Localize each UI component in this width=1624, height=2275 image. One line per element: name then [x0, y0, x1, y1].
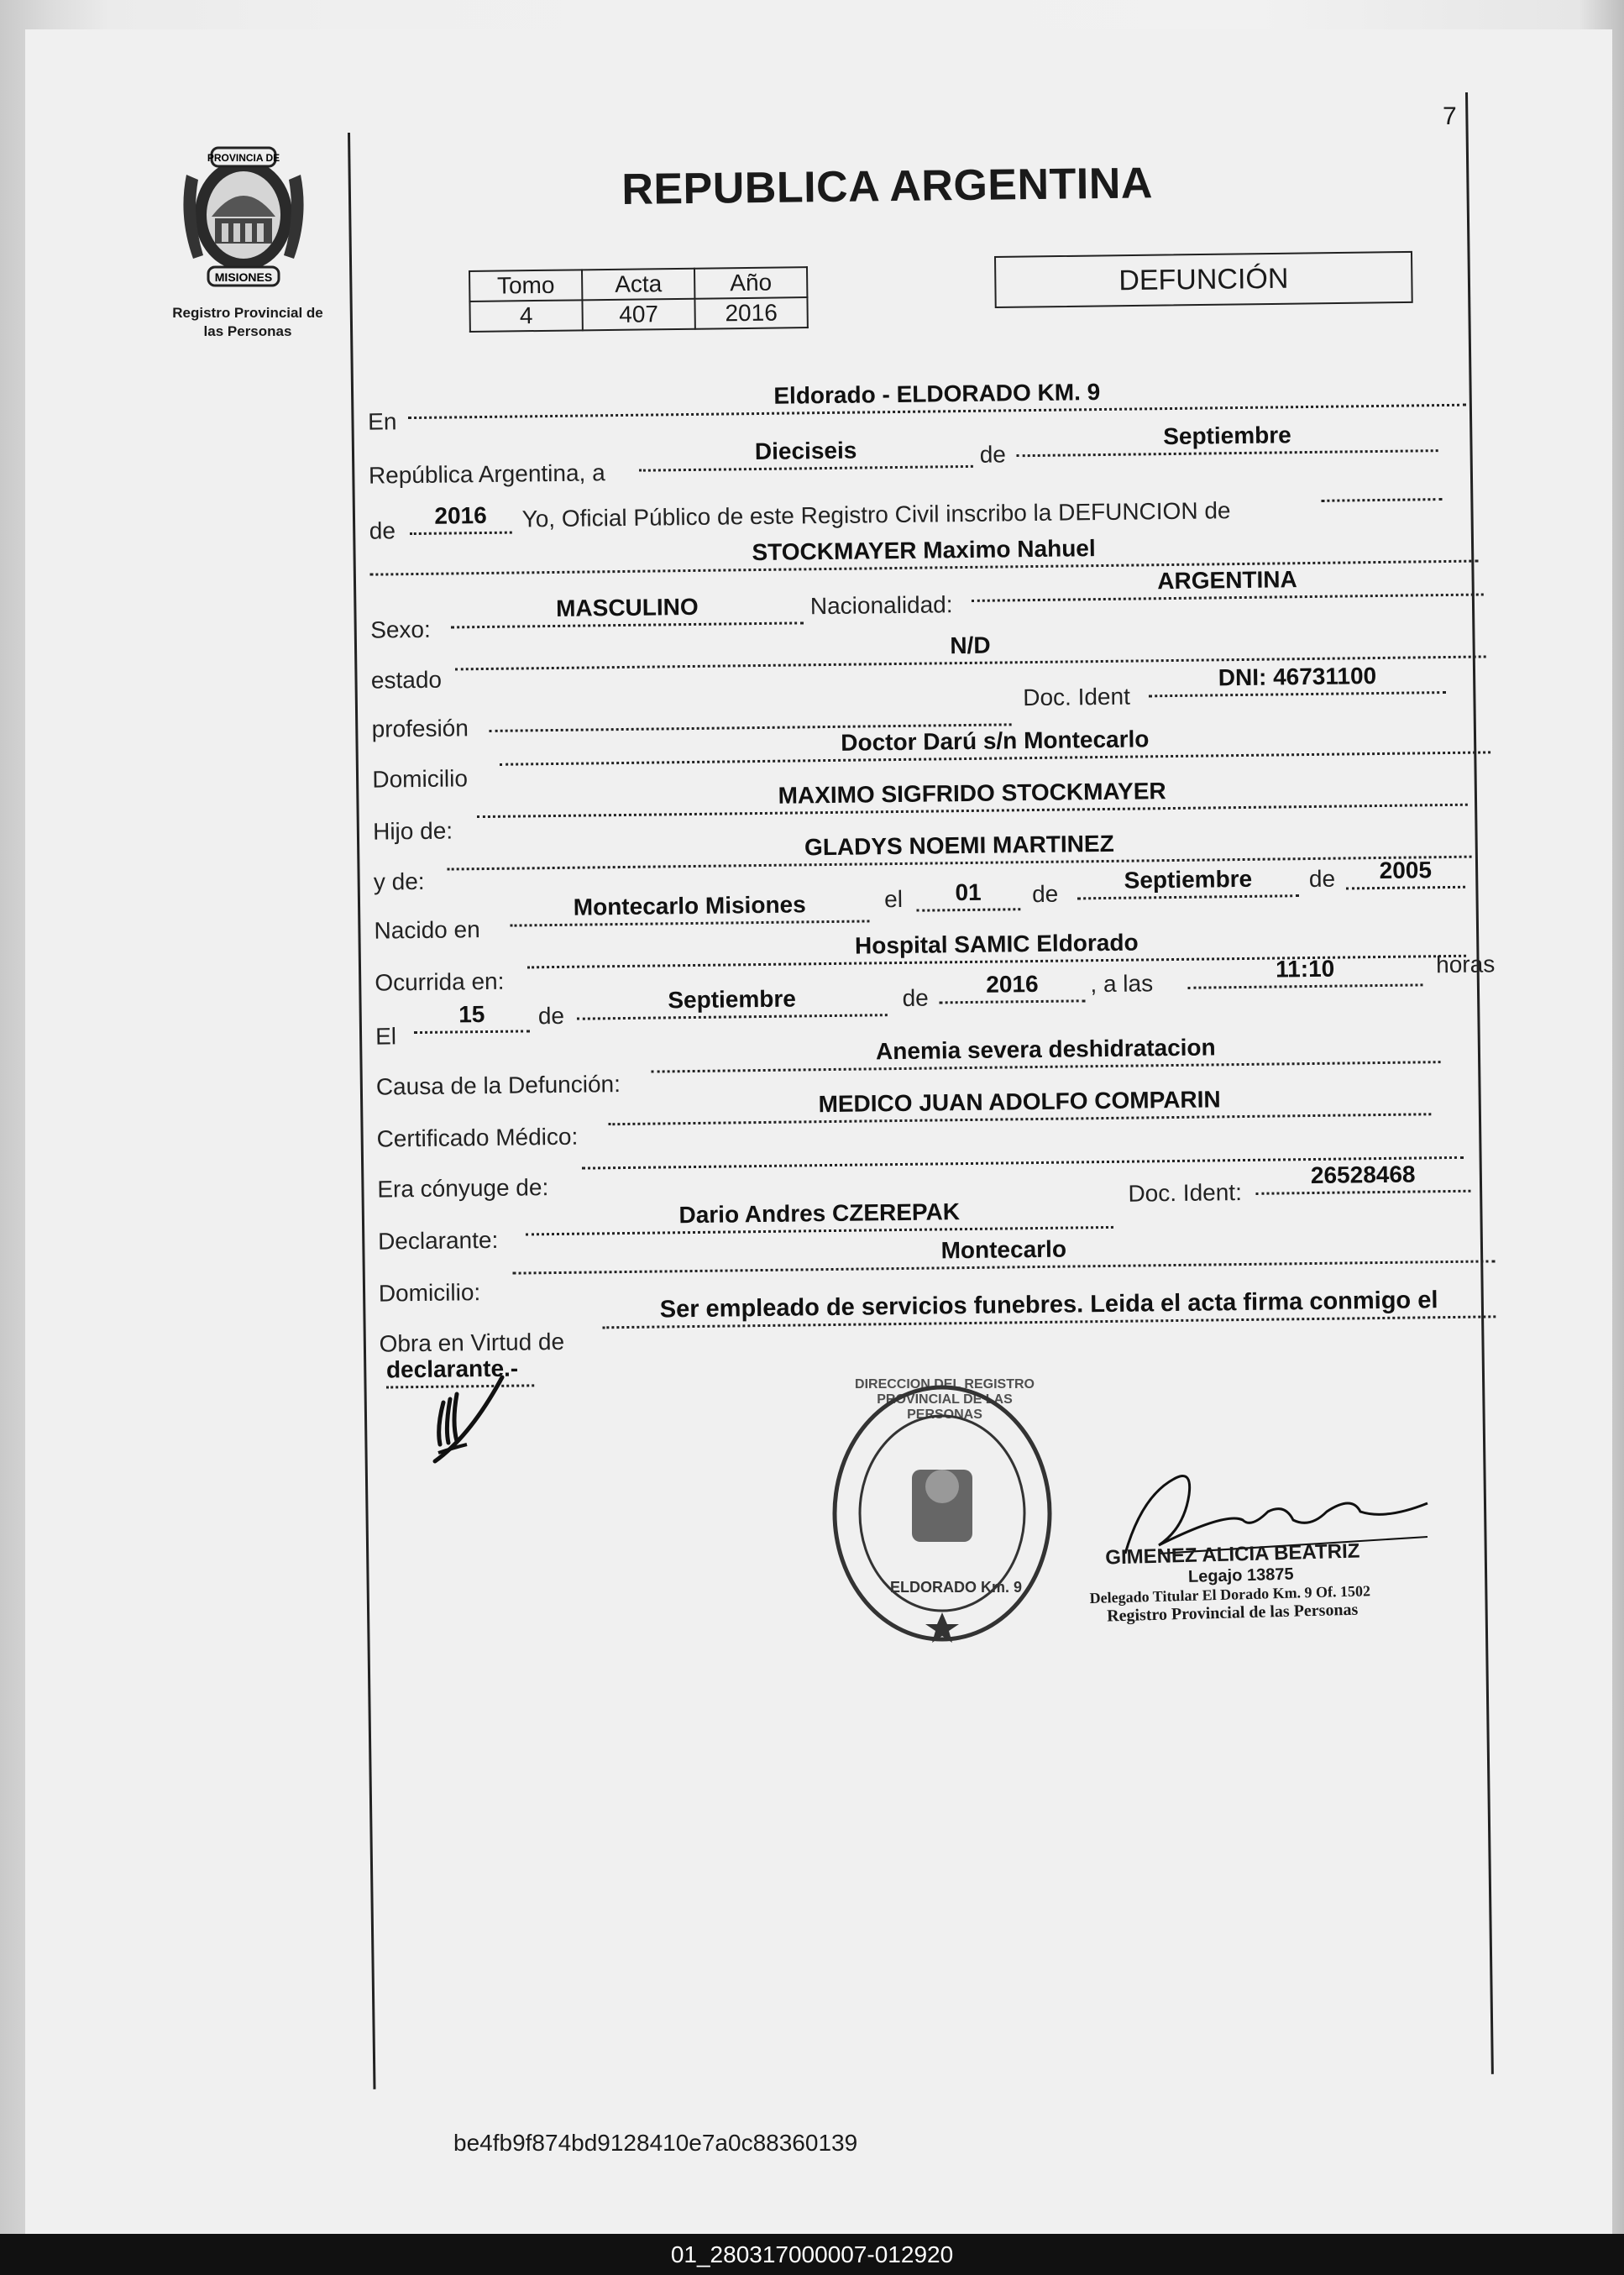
- de-label-1: de: [979, 441, 1007, 468]
- domicilio-field: Doctor Darú s/n Montecarlo: [500, 721, 1490, 765]
- de-label-6: de: [902, 984, 929, 1011]
- doc-ident-2-label: Doc. Ident:: [1128, 1179, 1243, 1207]
- horas-label: horas: [1435, 951, 1496, 978]
- estado-field: N/D: [454, 625, 1485, 670]
- anio-nac-field: 2005: [1346, 856, 1465, 890]
- dia-field: Dieciseis: [638, 435, 972, 472]
- official-name: GIMENEZ ALICIA BEATRIZ: [1104, 1539, 1360, 1570]
- causa-label: Causa de la Defunción:: [375, 1071, 621, 1100]
- obra-label: Obra en Virtud de: [379, 1328, 565, 1357]
- official-legajo: Legajo 13875: [1187, 1565, 1294, 1586]
- anio-field: 2016: [409, 501, 511, 535]
- sexo-label: Sexo:: [370, 616, 431, 643]
- y-de-label: y de:: [373, 868, 425, 895]
- profesion-field: [489, 693, 1011, 732]
- declarante-label: Declarante:: [377, 1226, 499, 1255]
- madre-field: GLADYS NOEMI MARTINEZ: [447, 826, 1471, 871]
- yo-trailing-line: [1321, 468, 1442, 502]
- page-number: 7: [1443, 102, 1457, 130]
- brand-line-2: las Personas: [203, 323, 292, 339]
- domicilio-2-field: Montecarlo: [512, 1229, 1495, 1274]
- stamp-ring-text: DIRECCION DEL REGISTRO PROVINCIAL DE LAS PERSONAS: [855, 1377, 1035, 1422]
- domicilio-2-label: Domicilio:: [378, 1279, 481, 1307]
- estado-label: estado: [370, 666, 443, 694]
- de-label-4: de: [1308, 865, 1336, 893]
- barcode-caption: 01_280317000007-012920: [0, 2234, 1624, 2275]
- certificado-field: MEDICO JUAN ADOLFO COMPARIN: [608, 1082, 1431, 1125]
- document-type-box: DEFUNCIÓN: [994, 251, 1413, 308]
- yo-oficial-label: Yo, Oficial Público de este Registro Civil inscribo la DEFUNCION de: [521, 497, 1231, 532]
- registry-table: [469, 266, 809, 333]
- hora-def-field: 11:10: [1187, 953, 1422, 988]
- doc-ident-label: Doc. Ident: [1023, 683, 1131, 711]
- sexo-field: MASCULINO: [451, 591, 804, 628]
- profesion-label: profesión: [371, 715, 469, 742]
- el-label-2: El: [375, 1023, 397, 1050]
- seal-bottom-text: MISIONES: [214, 270, 273, 284]
- padre-field: MAXIMO SIGFRIDO STOCKMAYER: [476, 773, 1467, 818]
- domicilio-label: Domicilio: [372, 765, 469, 793]
- obra-field-1: Ser empleado de servicios funebres. Leida el acta firma conmigo el: [602, 1285, 1496, 1329]
- dia-nac-field: 01: [916, 878, 1020, 912]
- brand-line-1: Registro Provincial de: [172, 305, 323, 321]
- document-hash: be4fb9f874bd9128410e7a0c88360139: [453, 2130, 858, 2156]
- de-label-5: de: [537, 1002, 565, 1030]
- tomo-label: Tomo: [469, 270, 582, 301]
- province-seal-logo: [178, 141, 309, 292]
- conyuge-label: Era cónyuge de:: [377, 1174, 549, 1203]
- mes-field: Septiembre: [1016, 419, 1438, 457]
- obra-field-2: declarante.-: [386, 1354, 534, 1388]
- lugar-field: Eldorado - ELDORADO KM. 9: [408, 374, 1466, 419]
- nacido-en-label: Nacido en: [374, 916, 480, 944]
- stamp-inner-text: ELDORADO Km. 9: [890, 1579, 1023, 1596]
- lugar-nac-field: Montecarlo Misiones: [510, 889, 869, 926]
- el-label: el: [883, 885, 904, 913]
- acta-value: 407: [582, 299, 694, 331]
- ocurrida-en-label: Ocurrida en:: [375, 967, 505, 996]
- a-las-label: , a las: [1090, 970, 1154, 998]
- acta-label: Acta: [582, 269, 694, 301]
- declarante-field: Dario Andres CZEREPAK: [526, 1196, 1113, 1236]
- anio-label: Año: [694, 267, 807, 299]
- en-label: En: [367, 408, 397, 435]
- official-signature-block: [1088, 1539, 1371, 1627]
- declarant-signature: [420, 1360, 512, 1486]
- nacionalidad-field: ARGENTINA: [971, 563, 1483, 601]
- mes-nac-field: Septiembre: [1077, 864, 1299, 899]
- seal-top-text: PROVINCIA DE: [207, 152, 280, 164]
- official-cargo: Delegado Titular El Dorado Km. 9 Of. 1502: [1089, 1582, 1371, 1607]
- official-registro: Registro Provincial de las Personas: [1106, 1600, 1359, 1626]
- causa-field: Anemia severa deshidratacion: [651, 1030, 1440, 1072]
- tomo-value: 4: [469, 300, 582, 332]
- page-title: REPUBLICA ARGENTINA: [621, 159, 1154, 214]
- anio-value: 2016: [694, 297, 807, 329]
- doc-ident-field: DNI: 46731100: [1149, 661, 1446, 697]
- de-label-3: de: [1031, 880, 1059, 908]
- doc-ident-2-field: 26528468: [1255, 1160, 1470, 1195]
- mes-def-field: Septiembre: [576, 983, 887, 1020]
- nombre-field: STOCKMAYER Maximo Nahuel: [369, 530, 1478, 576]
- republica-label: República Argentina, a: [368, 459, 605, 489]
- dia-def-field: 15: [414, 999, 530, 1034]
- lugar-def-field: Hospital SAMIC Eldorado: [527, 925, 1466, 969]
- nacionalidad-label: Nacionalidad:: [809, 591, 953, 620]
- anio-def-field: 2016: [939, 969, 1085, 1004]
- brand-caption: [151, 304, 344, 341]
- certificado-label: Certificado Médico:: [376, 1123, 579, 1152]
- hijo-de-label: Hijo de:: [372, 817, 453, 845]
- de-label-2: de: [369, 517, 396, 544]
